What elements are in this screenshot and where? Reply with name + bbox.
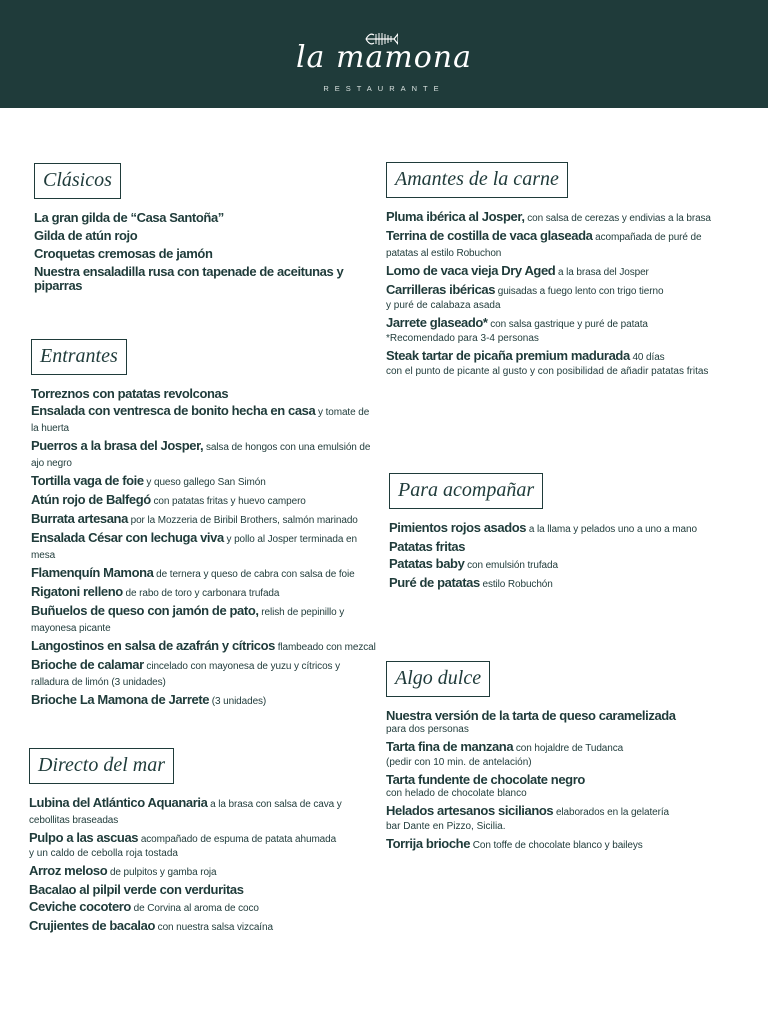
dish-description: flambeado con mezcal <box>275 642 376 653</box>
dish-name: Burrata artesana <box>31 511 128 526</box>
dish-note: bar Dante en Pizzo, Sicilia. <box>386 821 506 832</box>
dish-name: Gilda de atún rojo <box>34 228 138 243</box>
dish-note: y un caldo de cebolla roja tostada <box>29 848 178 859</box>
brand-tagline: RESTAURANTE <box>323 84 445 93</box>
menu-item <box>31 604 376 636</box>
dish-note: para dos personas <box>386 724 469 735</box>
dish-description: y pollo al Josper terminada en mesa <box>31 534 357 561</box>
dish-name: Tortilla vaga de foie <box>31 473 144 488</box>
menu-item <box>31 512 376 528</box>
menu-item <box>31 658 376 690</box>
menu-item <box>389 557 719 573</box>
dish-name: Lomo de vaca vieja Dry Aged <box>386 263 556 278</box>
menu-item <box>31 693 376 709</box>
dish-name: Ensalada César con lechuga viva <box>31 530 224 545</box>
menu-item <box>34 211 379 225</box>
dish-name: Ceviche cocotero <box>29 899 131 914</box>
item-list <box>386 210 716 379</box>
dish-name: Flamenquín Mamona <box>31 565 154 580</box>
dish-name: Lubina del Atlántico Aquanaria <box>29 795 208 810</box>
dish-name: Arroz meloso <box>29 863 108 878</box>
dish-description: de ternera y queso de cabra con salsa de foie <box>153 569 355 580</box>
dish-name: Tarta fina de manzana <box>386 739 514 754</box>
dish-name: Crujientes de bacalao <box>29 918 155 933</box>
dish-name: Puerros a la brasa del Josper, <box>31 438 204 453</box>
dish-description: relish de pepinillo y mayonesa picante <box>31 607 345 634</box>
item-list <box>389 521 719 592</box>
menu-item <box>29 883 374 897</box>
dish-name: Jarrete glaseado* <box>386 315 488 330</box>
menu-item <box>29 796 374 828</box>
dish-name: Tarta fundente de chocolate negro <box>386 772 585 787</box>
menu-item <box>34 265 379 293</box>
dish-description: y tomate de la huerta <box>31 407 370 434</box>
menu-item <box>386 740 716 770</box>
dish-description: por la Mozzeria de Biribil Brothers, salmón marinado <box>127 515 358 526</box>
item-list <box>29 796 374 935</box>
menu-item <box>31 387 376 401</box>
menu-item <box>386 773 716 801</box>
dish-name: Bacalao al pilpil verde con verduritas <box>29 882 244 897</box>
dish-note: y puré de calabaza asada <box>386 300 501 311</box>
dish-description: a la brasa del Josper <box>555 267 649 278</box>
menu-item <box>34 229 379 243</box>
menu-item <box>386 349 716 379</box>
dish-description: acompañado de espuma de patata ahumada <box>138 834 337 845</box>
menu-item <box>29 864 374 880</box>
dish-note: *Recomendado para 3-4 personas <box>386 333 539 344</box>
menu-item <box>31 493 376 509</box>
dish-description: con emulsión trufada <box>464 560 558 571</box>
menu-item <box>389 576 719 592</box>
dish-name: Patatas fritas <box>389 539 466 554</box>
dish-name: Buñuelos de queso con jamón de pato, <box>31 603 259 618</box>
dish-name: Pulpo a las ascuas <box>29 830 139 845</box>
dish-name: Patatas baby <box>389 556 465 571</box>
dish-name: Ensalada con ventresca de bonito hecha en casa <box>31 403 316 418</box>
section-title: Clásicos <box>34 163 121 199</box>
item-list <box>34 211 379 293</box>
item-list <box>386 709 716 853</box>
dish-description: y queso gallego San Simón <box>143 477 266 488</box>
dish-description: cincelado con mayonesa de yuzu y cítricos y ralladura de limón (3 unidades) <box>31 661 341 688</box>
menu-item <box>31 439 376 471</box>
menu-item <box>386 837 716 853</box>
dish-description: con salsa de cerezas y endivias a la brasa <box>524 213 711 224</box>
dish-note: con helado de chocolate blanco <box>386 788 527 799</box>
dish-name: Helados artesanos sicilianos <box>386 803 554 818</box>
dish-description: con salsa gastrique y puré de patata <box>487 319 648 330</box>
dish-description: elaborados en la gelatería <box>553 807 669 818</box>
section-title: Algo dulce <box>386 661 490 697</box>
dish-name: Pluma ibérica al Josper, <box>386 209 525 224</box>
dish-name: Brioche de calamar <box>31 657 144 672</box>
section-clasicos <box>34 163 379 297</box>
menu-item <box>34 247 379 261</box>
dish-name: Pimientos rojos asados <box>389 520 527 535</box>
brand-logo: la mamona <box>295 40 473 75</box>
dish-name: La gran gilda de “Casa Santoña” <box>34 210 224 225</box>
dish-description: 40 días <box>629 352 665 363</box>
section-entrantes <box>31 339 376 712</box>
dish-description: Con toffe de chocolate blanco y baileys <box>470 840 643 851</box>
dish-name: Atún rojo de Balfegó <box>31 492 151 507</box>
dish-name: Brioche La Mamona de Jarrete <box>31 692 210 707</box>
menu-item <box>386 709 716 737</box>
section-mar <box>29 748 374 938</box>
menu-item <box>389 521 719 537</box>
dish-description: con hojaldre de Tudanca <box>513 743 624 754</box>
dish-name: Nuestra ensaladilla rusa con tapenade de aceitunas y piparras <box>34 264 344 293</box>
menu-item <box>386 804 716 834</box>
dish-name: Nuestra versión de la tarta de queso caramelizada <box>386 708 676 723</box>
dish-description: de pulpitos y gamba roja <box>107 867 217 878</box>
dish-description: de Corvina al aroma de coco <box>130 903 259 914</box>
section-title: Directo del mar <box>29 748 174 784</box>
dish-note: con el punto de picante al gusto y con posibilidad de añadir patatas fritas <box>386 366 709 377</box>
dish-description: de rabo de toro y carbonara trufada <box>122 588 280 599</box>
dish-description: con nuestra salsa vizcaína <box>154 922 273 933</box>
menu-item <box>31 585 376 601</box>
menu-item <box>29 919 374 935</box>
dish-description: a la llama y pelados uno a uno a mano <box>526 524 697 535</box>
section-dulce <box>386 661 716 856</box>
menu-item <box>31 531 376 563</box>
menu-item <box>386 283 716 313</box>
header-banner <box>0 0 768 108</box>
dish-description: estilo Robuchón <box>479 579 553 590</box>
dish-description: acompañada de puré de patatas al estilo Robuchon <box>386 232 702 259</box>
dish-description: guisadas a fuego lento con trigo tierno <box>495 286 664 297</box>
dish-name: Carrilleras ibéricas <box>386 282 496 297</box>
dish-name: Langostinos en salsa de azafrán y cítricos <box>31 638 276 653</box>
dish-name: Terrina de costilla de vaca glaseada <box>386 228 593 243</box>
menu-item <box>31 566 376 582</box>
dish-name: Torreznos con patatas revolconas <box>31 386 229 401</box>
menu-item <box>386 210 716 226</box>
dish-note: (pedir con 10 min. de antelación) <box>386 757 532 768</box>
dish-name: Rigatoni relleno <box>31 584 123 599</box>
dish-description: a la brasa con salsa de cava y cebollitas braseadas <box>29 799 342 826</box>
menu-item <box>31 639 376 655</box>
menu-item <box>386 316 716 346</box>
section-title: Para acompañar <box>389 473 543 509</box>
menu-item <box>29 831 374 861</box>
dish-description: salsa de hongos con una emulsión de ajo negro <box>31 442 371 469</box>
menu-item <box>386 264 716 280</box>
dish-name: Steak tartar de picaña premium madurada <box>386 348 630 363</box>
dish-name: Torrija brioche <box>386 836 471 851</box>
dish-description: (3 unidades) <box>209 696 267 707</box>
dish-description: con patatas fritas y huevo campero <box>150 496 306 507</box>
menu-item <box>389 540 719 554</box>
menu-item <box>386 229 716 261</box>
section-title: Amantes de la carne <box>386 162 568 198</box>
menu-item <box>29 900 374 916</box>
menu-item <box>31 404 376 436</box>
section-title: Entrantes <box>31 339 127 375</box>
dish-name: Croquetas cremosas de jamón <box>34 246 213 261</box>
dish-name: Puré de patatas <box>389 575 480 590</box>
menu-item <box>31 474 376 490</box>
section-acompanar <box>389 473 719 595</box>
section-carne <box>386 162 716 382</box>
item-list <box>31 387 376 709</box>
